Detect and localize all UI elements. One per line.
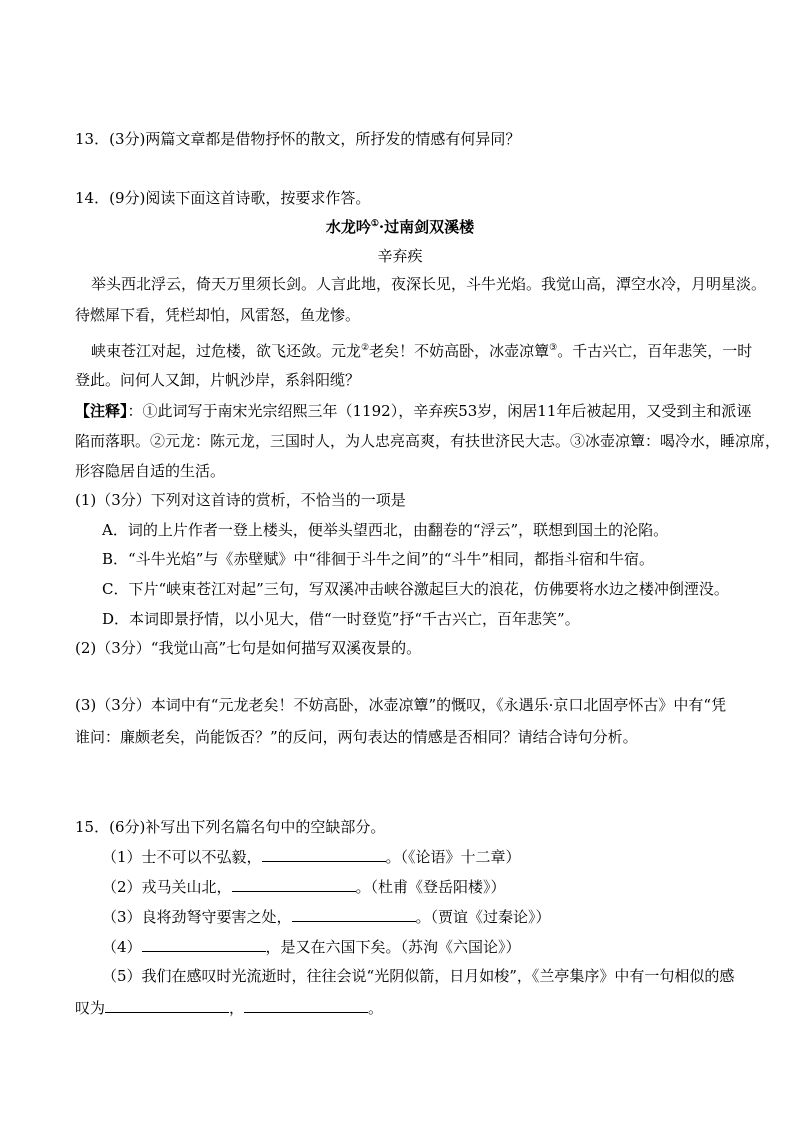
q15-item-5-line-2: [75, 998, 383, 1018]
notes-line-1: [75, 401, 751, 421]
poem-author: 辛弃疾: [377, 247, 423, 265]
note-mark-2: ②: [361, 343, 370, 353]
sub3-line-2: 谁问：廉颇老矣，尚能饭否？”的反问，两句表达的情感是否相同？请结合诗句分析。: [75, 728, 638, 746]
q15-item-4-prefix: （4）: [102, 938, 142, 956]
answer-blank-1[interactable]: [262, 847, 386, 862]
option-b: B．“斗牛光焰”与《赤壁赋》中“徘徊于斗牛之间”的“斗牛”相同，都指斗宿和牛宿。: [102, 550, 655, 568]
poem-line-4: 登此。问何人又卸，片帆沙岸，系斜阳缆？: [75, 371, 361, 389]
notes-line-3: 形容隐居自适的生活。: [75, 462, 226, 480]
q15-item-3: [102, 907, 551, 927]
poem-line-3-part-b: 老矣！不妨高卧，冰壶凉簟: [369, 342, 550, 360]
answer-blank-3[interactable]: [292, 907, 416, 922]
notes-label: 【注释】: [75, 402, 128, 420]
sub2-stem: (2)（3分）“我觉山高”七句是如何描写双溪夜景的。: [75, 639, 422, 657]
q15-item-4-suffix: ，是又在六国下矣。（苏洵《六国论》）: [265, 938, 521, 956]
notes-line-1-text: ：①此词写于南宋光宗绍熙三年（1192），辛弃疾53岁，闲居11年后被起用，又受到主和派诬: [127, 402, 752, 420]
q15-item-1-prefix: （1）士不可以不弘毅，: [102, 848, 262, 866]
poem-line-2: 待燃犀下看，凭栏却怕，风雷怒，鱼龙惨。: [75, 306, 361, 324]
poem-line-1: 举头西北浮云，倚天万里须长剑。人言此地，夜深长见，斗牛光焰。我觉山高，潭空水冷，月明星淡。: [91, 275, 767, 293]
q13-text: 13．(3分)两篇文章都是借物抒怀的散文，所抒发的情感有何异同？: [75, 130, 521, 148]
q15-item-5-prefix: 叹为: [75, 999, 106, 1017]
note-mark-3: ③: [549, 343, 558, 353]
q15-item-4: [102, 937, 521, 957]
poem-line-3-part-c: 。千古兴亡，百年悲笑，一时: [557, 342, 753, 360]
q15-item-5-suffix: 。: [368, 999, 384, 1017]
answer-blank-4[interactable]: [142, 937, 266, 952]
q15-item-3-suffix: 。（贾谊《过秦论》）: [415, 908, 551, 926]
q15-item-1-suffix: 。（《论语》十二章）: [385, 848, 521, 866]
q15-item-5-comma: ，: [229, 999, 245, 1017]
q15-item-2-suffix: 。（杜甫《登岳阳楼》）: [355, 878, 506, 896]
q14-intro: 14．(9分)阅读下面这首诗歌，按要求作答。: [75, 189, 371, 207]
poem-title: [0, 217, 800, 237]
poem-title-main: 水龙吟: [325, 218, 371, 236]
option-d: D．本词即景抒情，以小见大，借“一时登览”抒“千古兴亡，百年悲笑”。: [102, 610, 580, 628]
q15-intro: 15．(6分)补写出下列名篇名句中的空缺部分。: [75, 818, 386, 836]
notes-line-2: 陷而落职。②元龙：陈元龙，三国时人，为人忠亮高爽，有扶世济民大志。③冰壶凉簟：喝冷水，睡凉席，: [75, 432, 781, 450]
poem-line-3-part-a: 峡束苍江对起，过危楼，欲飞还敛。元龙: [91, 342, 362, 360]
poem-line-3: [91, 341, 752, 361]
q15-item-2: [102, 877, 506, 897]
q15-item-1: [102, 847, 521, 867]
option-c: C．下片“峡束苍江对起”三句，写双溪冲击峡谷激起巨大的浪花，仿佛要将水边之楼冲倒湮没。: [102, 580, 729, 598]
answer-blank-2[interactable]: [232, 877, 356, 892]
sub3-line-1: (3)（3分）本词中有“元龙老矣！不妨高卧，冰壶凉簟”的慨叹，《永遇乐·京口北固亭怀古》中有“凭: [75, 696, 727, 714]
poem-title-note-mark: ①: [370, 219, 379, 229]
option-a: A．词的上片作者一登上楼头，便举头望西北，由翻卷的“浮云”，联想到国土的沦陷。: [102, 521, 669, 539]
q15-item-2-prefix: （2）戎马关山北，: [102, 878, 232, 896]
poem-title-rest: ·过南剑双溪楼: [378, 218, 475, 236]
sub1-stem: (1)（3分）下列对这首诗的赏析，不恰当的一项是: [75, 491, 406, 509]
answer-blank-5b[interactable]: [244, 998, 368, 1013]
q15-item-5-line-1: （5）我们在感叹时光流逝时，往往会说“光阴似箭，日月如梭”，《兰亭集序》中有一句相似的感: [102, 967, 735, 985]
q15-item-3-prefix: （3）良将劲弩守要害之处，: [102, 908, 292, 926]
answer-blank-5a[interactable]: [105, 998, 229, 1013]
